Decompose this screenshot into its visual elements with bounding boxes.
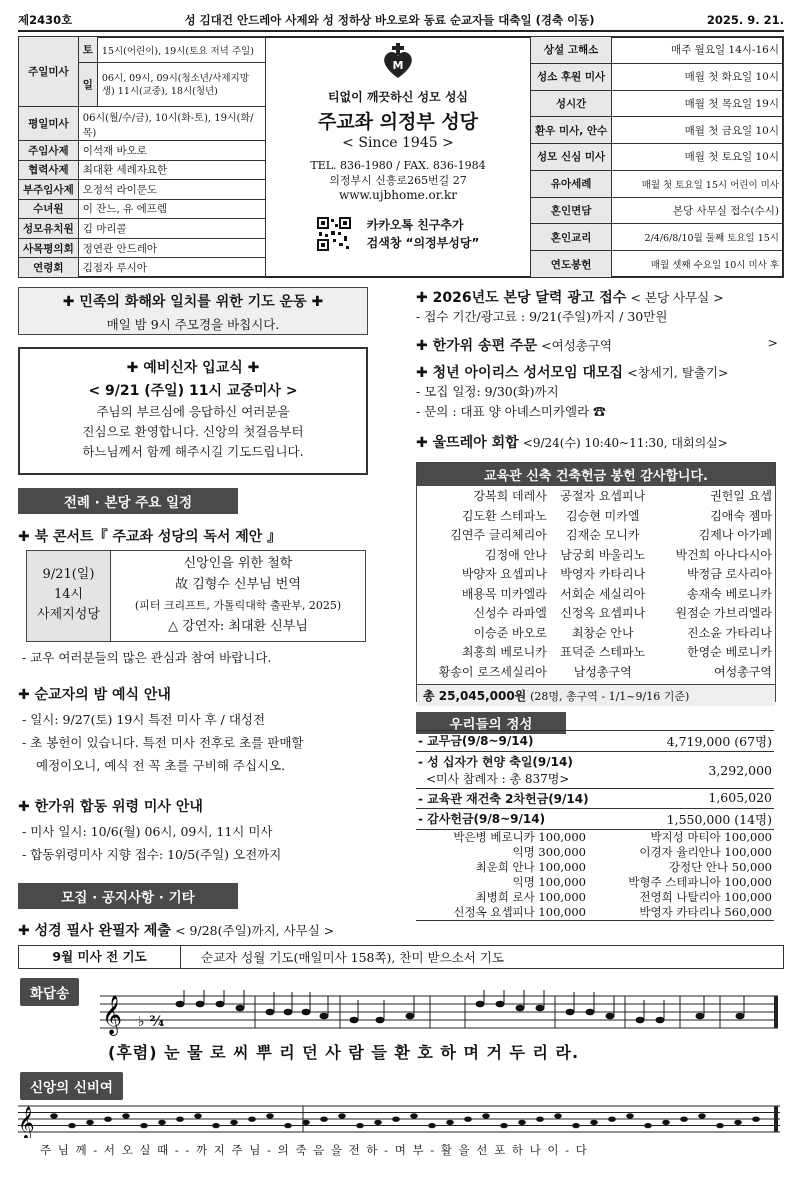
note [572,1123,580,1128]
donor-name: 표덕준 스테파노 [560,645,646,659]
svg-text:M: M [392,59,404,72]
donor-name: 박양자 요셉피나 [461,567,547,581]
thanks-entry: 박형주 스테파니아 100,000 [628,875,772,889]
note [644,1123,652,1128]
note [248,1117,256,1122]
note [656,1017,665,1024]
note [734,1120,742,1125]
tel-fax: TEL. 836-1980 / FAX. 836-1984 [310,159,486,172]
martyr-night-title: ✚ 순교자의 밤 예식 안내 [18,687,171,703]
feast-title: 성 김대건 안드레아 사제와 성 정하상 바오로와 동료 순교자들 대축일 (경축 이동) [184,13,595,27]
donor-name: 황송이 로즈세실리아 [438,664,547,679]
thanks-entry: 박영자 카타리나 560,000 [639,905,772,919]
note [216,1001,225,1008]
note [230,1120,238,1125]
donor-name: 김연주 글리체리아 [450,528,547,542]
issue-date: 2025. 9. 21. [706,13,784,27]
thanks-row [416,890,774,905]
donor-name: 신정옥 요셉피나 [560,606,646,620]
donors-title: 교육관 신축 건축헌금 봉헌 감사합니다. [417,463,775,486]
note [338,1113,346,1118]
parish-name: 주교좌 의정부 성당 [317,111,479,133]
note [406,1013,415,1020]
note [626,1113,634,1118]
section-notices: 모집 · 공지사항 · 기타 [18,883,238,909]
donor-name: 남성총구역 [573,664,632,679]
note [516,1005,525,1012]
note [482,1113,490,1118]
note [158,1120,166,1125]
note [518,1120,526,1125]
donor-name: 이승준 바오로 [473,625,547,640]
note [196,1001,205,1008]
donor-name: 배용목 미카엘라 [461,586,547,601]
note [176,1001,185,1008]
catechumen-box: ✚ 예비신자 입교식 ✚ < 9/21 (주일) 11시 교중미사 > 주님의 부르심에 응답하신 여러분을 진심으로 환영합니다. 신앙의 첫걸음부터 하느님께서 함께 해주시길 기도드립니다. [18,347,368,475]
donor-name: 송재숙 베로니카 [687,586,772,601]
psalm-label: 화답송 [20,978,79,1006]
note [496,1001,505,1008]
note [680,1117,688,1122]
note [194,1113,202,1118]
website-link[interactable]: www.ujbhome.or.kr [338,188,458,202]
donor-row [417,624,775,644]
qr-code-icon[interactable] [317,217,351,251]
note [266,1009,275,1016]
note [662,1120,670,1125]
note [716,1123,724,1128]
mystery-lyrics: 주 님 께 - 서 오 실 때 - - 까 지 주 님 - 의 죽 음 을 전 하 - 며 부 - 활 을 선 포 하 나 이 - 다 [40,1143,588,1157]
note [212,1123,220,1128]
book-concert-title: ✚ 북 콘서트『 주교좌 성당의 독서 제안 』 [18,529,282,545]
donor-name: 김재순 모니카 [566,528,640,542]
note [320,1117,328,1122]
mystery-staff [18,1102,782,1138]
donors-table [417,487,775,682]
donor-row [417,546,775,566]
issue-number: 제2430호 [18,13,73,27]
donor-name: 여성총구역 [714,664,772,679]
note [176,1117,184,1122]
donor-name: 진소윤 가타리나 [687,625,772,640]
note [446,1120,454,1125]
note [566,1009,575,1016]
bible-copy-notice: ✚ 성경 필사 완필자 제출 < 9/28(주일)까지, 사무실 > [18,923,335,939]
donor-name: 서회순 세실리아 [560,586,646,601]
donor-name: 박영자 카타리나 [560,567,646,581]
donor-row [417,643,775,663]
donor-name: 강복희 데레사 [473,489,547,503]
sunday-mass-label: 주일미사 [19,37,79,107]
offering-title: 우리들의 정성 [416,712,566,734]
note [50,1113,58,1118]
donor-name: 최창순 안나 [571,625,634,640]
note [374,1120,382,1125]
treble-clef-icon: 𝄞 [18,1106,35,1138]
motto: 티없이 깨끗하신 성모 성심 [327,90,469,104]
treble-clef-icon: 𝄞 [102,995,123,1035]
note [536,1005,545,1012]
prayer-movement-box: ✚ 민족의 화해와 일치를 위한 기도 운동 ✚ 매일 밤 9시 주모경을 바칩시다. [18,287,368,335]
donor-name: 공절자 요셉피나 [560,489,646,503]
note [586,1009,595,1016]
donor-row [417,585,775,605]
mystery-label: 신앙의 신비여 [20,1072,123,1100]
note [104,1117,112,1122]
weekday-mass-times: 06시(월/수/금), 10시(화-토), 19시(화/목) [78,107,265,141]
note [636,1017,645,1024]
donor-name: 남궁회 바울리노 [560,547,646,562]
donor-name: 박건희 아나다시아 [675,547,772,562]
thanks-entry: 강정단 안나 50,000 [668,860,772,874]
final-bar [774,996,778,1028]
note [696,1013,705,1020]
note [554,1113,562,1118]
donor-name: 김도환 스테파노 [461,508,547,523]
since: < Since 1945 > [342,135,454,151]
note [68,1123,76,1128]
thanks-row [416,905,774,921]
donor-name: 권헌일 요셉 [710,489,772,503]
donor-row [417,507,775,527]
note [410,1113,418,1118]
donor-name: 박정금 로사리아 [687,567,772,581]
note [284,1123,292,1128]
note [536,1117,544,1122]
top-bar [18,10,784,32]
note [608,1117,616,1122]
donor-row [417,663,775,683]
ultreya-meeting: ✚ 울뜨레아 회합 <9/24(수) 10:40~11:30, 대회의실> [416,435,728,451]
note [236,1005,245,1012]
donor-name: 한영순 베로니카 [687,645,772,659]
left-info-table: 주일미사 토 15시(어린이), 19시(토요 저녁 주일) 일 06시, 09시, 09시(청소년/사제지망생) 11시(교중), 18시(청년) 평일미사 06시(월/수/금), 10시(화-토), 19시(화/목) 주임사제 이석재 바오로 협력사제 최대환 세례자요한 부주임사제 오정석 라이문도 수녀원 이 잔느, 유 에프렘 성모유치원 김 마리콜 사목평의회 정연관 안드레아 연령회 김점자 루시아 [18,36,266,278]
thanks-entry: 박지성 마티아 100,000 [650,830,772,844]
note [320,1013,329,1020]
donor-name: 김승현 미카엘 [566,508,640,523]
thanks-row [416,860,774,875]
psalm-refrain: (후렴) 눈 물 로 씨 뿌 리 던 사 람 들 환 호 하 며 거 두 리 라. [108,1043,580,1062]
chuseok-mass-title: ✚ 한가위 합동 위령 미사 안내 [18,799,203,815]
note [698,1113,706,1118]
donor-name: 원점순 가브리엘라 [675,606,772,620]
thanks-entry: 이경자 율리안나 100,000 [639,845,772,859]
book-concert-box: 9/21(일) 14시 사제지성당 신앙인을 위한 철학 故 김형수 신부님 번역 (피터 크리프트, 가톨릭대학 출판부, 2025) △ 강연자: 최대환 신부님 [26,550,366,642]
note [752,1117,760,1122]
address: 의정부시 신흥로265번길 27 [329,174,467,187]
thanks-row [416,845,774,860]
thanks-entry: 최병희 로사 100,000 [475,890,586,904]
thanks-row [416,875,774,890]
note [464,1117,472,1122]
kakao-search: 검색창 “의정부성당” [366,236,480,250]
psalm-staff [100,990,780,1040]
note [476,1001,485,1008]
section-liturgy: 전례 · 본당 주요 일정 [18,488,238,514]
time-signature: ♭ ²⁄₄ [138,1014,165,1030]
parish-info [266,36,530,278]
note [122,1113,130,1118]
donor-name: 신성수 라파엘 [473,606,547,620]
note [392,1117,400,1122]
thanks-row [416,830,774,845]
catechumen-date: < 9/21 (주일) 11시 교중미사 > [88,383,298,399]
donor-name: 최홍희 베로니카 [461,645,547,659]
thanks-entry: 전영희 나탈리아 100,000 [639,890,772,904]
note [500,1123,508,1128]
thanks-offering-table [416,830,774,921]
note [428,1123,436,1128]
note [590,1120,598,1125]
sun-mass-times: 06시, 09시, 09시(청소년/사제지망생) 11시(교중), 18시(청년) [97,63,265,107]
thanks-entry: 박은병 베로니카 100,000 [453,830,586,844]
pre-mass-prayer: 9월 미사 전 기도 순교자 성월 기도(매일미사 158쪽), 찬미 받으소서 기도 [18,945,784,969]
note [376,1017,385,1024]
note [140,1123,148,1128]
donor-row [417,487,775,507]
calendar-ad: ✚ 2026년도 본당 달력 광고 접수 < 본당 사무실 > - 접수 기간/광고료 : 9/21(주일)까지 / 30만원 [416,290,724,324]
final-bar [774,1106,778,1132]
note [86,1120,94,1125]
kakao-add-friend: 카카오톡 친구추가 [366,218,464,232]
note [356,1123,364,1128]
note [284,1009,293,1016]
thanks-entry: 익명 100,000 [512,875,586,889]
offering-list: - 교무금(9/8~9/14) 4,719,000 (67명) - 성 십자가 현양 축일(9/14) <미사 참례자 : 총 837명> 3,292,000 - 교육관 재건축 2차헌금(9/14) 1,605,020 - 감사헌금(9/8~9/14) 1,550,000 (14명) 박은병 베로니카 100,000 박지성 마티아 100,000 익명 300,000 이경자 율리안나 100,000 최운희 안나 100,000 강정단 안나 50,000 익명 100,000 박형주 스테파니아 100,000 최병희 로사 100,000 전영희 나탈리아 100,000 신정옥 요셉피나 100,000 박영자 카타리나 560,000 [416,730,774,921]
songpyeon-order: ✚ 한가위 송편 주문 <여성총구역 > [416,335,778,354]
donor-name: 김정애 안나 [485,547,547,562]
thanks-entry: 신정옥 요셉피나 100,000 [453,905,586,919]
donors-total: 총 25,045,000원 [423,689,527,703]
youth-bible-group: ✚ 청년 아이리스 성서모임 대모집 <창세기, 탈출기> - 모집 일정: 9/30(화)까지 - 문의 : 대표 양 아녜스미카엘라 ☎ [416,365,729,419]
thanks-entry: 익명 300,000 [512,845,586,859]
note [266,1113,274,1118]
catechumen-title: ✚ 예비신자 입교식 ✚ [126,360,260,376]
donor-row [417,604,775,624]
note [736,1013,745,1020]
donors-box: 교육관 신축 건축헌금 봉헌 감사합니다. 강복희 데레사 공절자 요셉피나 권헌일 요셉 김도환 스테파노 김승현 미카엘 김애숙 젬마 김연주 글리체리아 김재순 모니카 김제나 아가페 김정애 안나 남궁회 바울리노 박건희 아나다시아 박양자 요셉피나 박영자 카타리나 박정금 로사리아 배용목 미카엘라 서회순 세실리아 송재숙 베로니카 신성수 라파엘 신정옥 요셉피나 원점순 가브리엘라 이승준 바오로 최창순 안나 진소윤 가타리나 최홍희 베로니카 표덕준 스테파노 한영순 베로니카 황송이 로즈세실리아 남성총구역 여성총구역 총 25,045,000원 (28명, 총구역 - 1/1~9/16 기준) [416,462,776,702]
donor-name: 김애숙 젬마 [710,508,772,523]
right-info-table: 상설 고해소 매주 월요일 14시-16시 성소 후원 미사 매월 첫 화요일 10시 성시간 매월 첫 목요일 19시 환우 미사, 안수 매월 첫 금요일 10시 성모 신심 미사 매월 첫 토요일 10시 유아세례 매월 첫 토요일 15시 어린이 미사 혼인면담 본당 사무실 접수(수시) 혼인교리 2/4/6/8/10월 둘째 토요일 15시 연도봉헌 매월 셋째 수요일 10시 미사 후 [530,36,784,278]
donor-row [417,526,775,546]
donor-row [417,565,775,585]
note [350,1017,359,1024]
donor-name: 김제나 아가페 [698,528,772,542]
note [606,1013,615,1020]
sat-mass-times: 15시(어린이), 19시(토요 저녁 주일) [97,37,265,63]
thanks-entry: 최운희 안나 100,000 [475,860,586,874]
note [302,1009,311,1016]
heart-logo-icon [378,42,418,82]
